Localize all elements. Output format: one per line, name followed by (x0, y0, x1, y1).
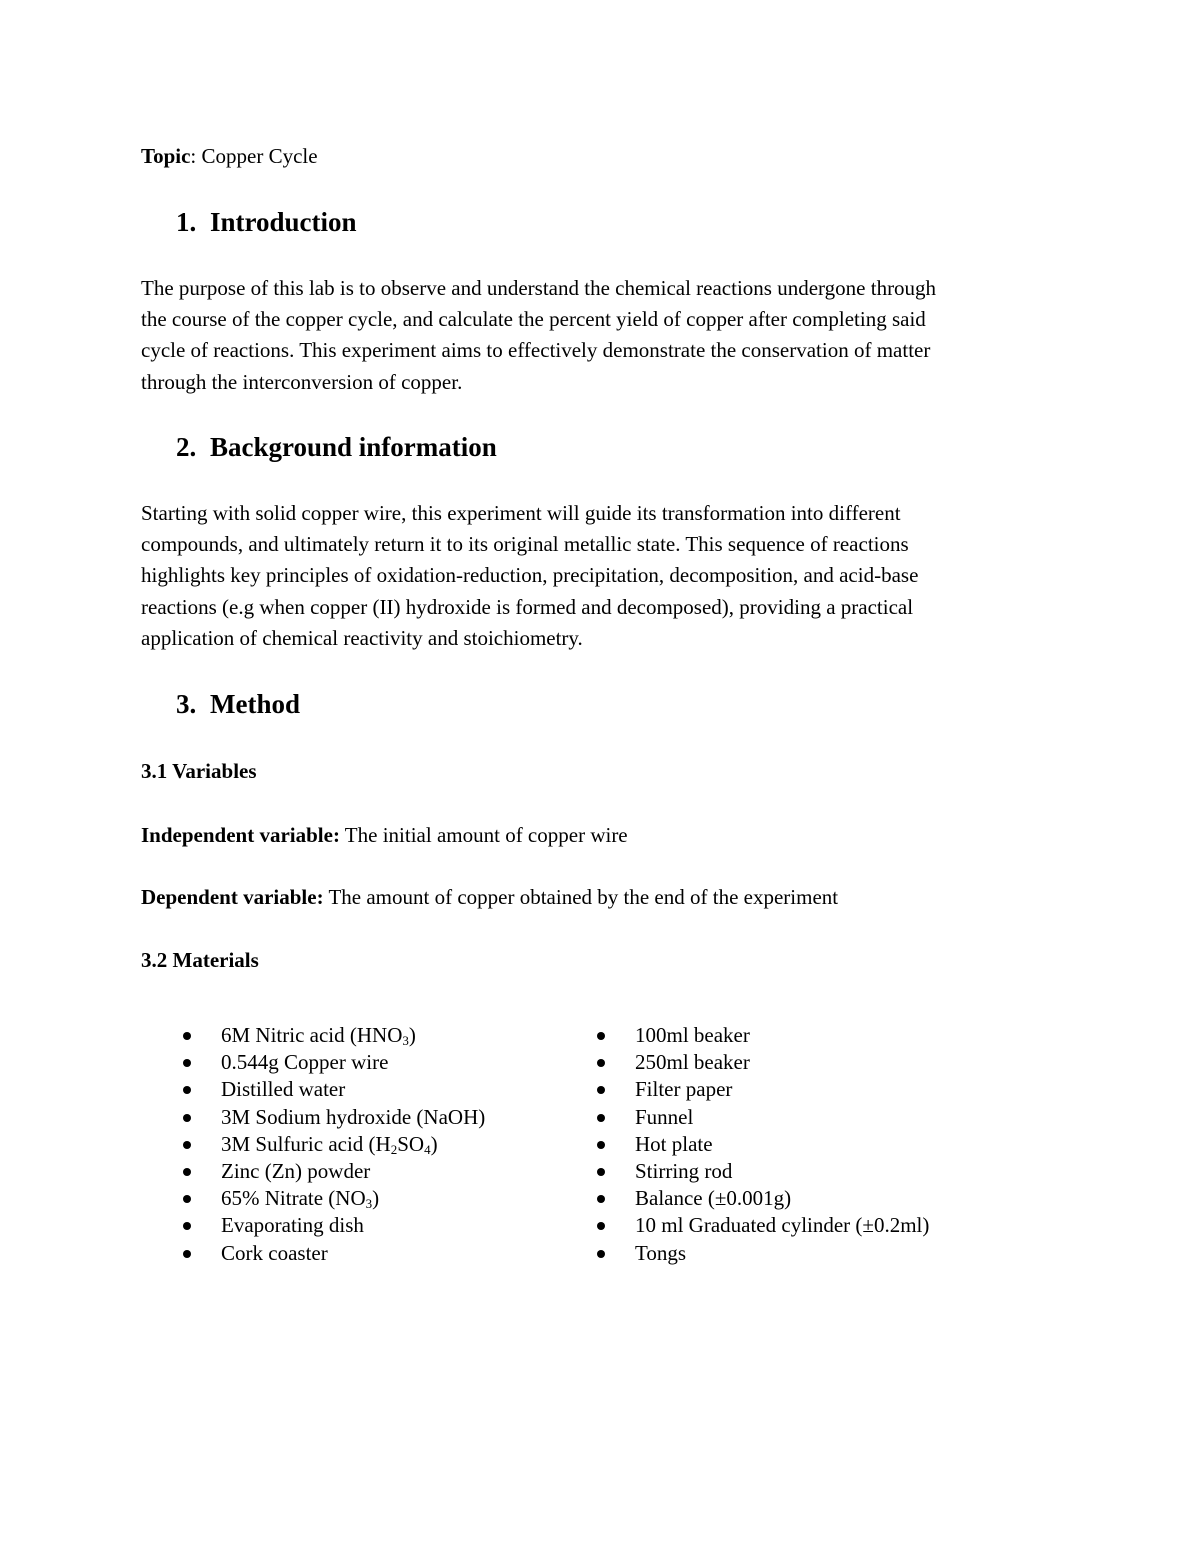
paragraph-line: reactions (e.g when copper (II) hydroxide is formed and decomposed), providing a practical (141, 594, 914, 619)
bullet-icon (597, 1168, 605, 1176)
bullet-icon (183, 1222, 191, 1230)
subheading-materials: 3.2 Materials (141, 948, 259, 972)
paragraph-line: compounds, and ultimately return it to its original metallic state. This sequence of reactions (141, 532, 909, 557)
list-item: Stirring rod (597, 1158, 929, 1185)
list-item: 250ml beaker (597, 1049, 929, 1076)
bullet-icon (183, 1059, 191, 1067)
bullet-icon (183, 1250, 191, 1258)
list-item: 10 ml Graduated cylinder (±0.2ml) (597, 1212, 929, 1239)
subheading-variables: 3.1 Variables (141, 759, 257, 783)
paragraph-line: highlights key principles of oxidation-reduction, precipitation, decomposition, and acid-base (141, 563, 919, 588)
bullet-icon (597, 1086, 605, 1094)
list-item: Balance (±0.001g) (597, 1185, 929, 1212)
list-item: Filter paper (597, 1076, 929, 1103)
section-number: 3. (176, 689, 197, 719)
dependent-variable-label: Dependent variable: (141, 885, 324, 909)
list-item: 6M Nitric acid $(HNO_3)$ (183, 1022, 485, 1049)
bullet-icon (597, 1195, 605, 1203)
list-item: Cork coaster (183, 1240, 485, 1267)
paragraph-line: through the interconversion of copper. (141, 369, 463, 394)
section-heading-background (176, 431, 497, 463)
list-item: 100ml beaker (597, 1022, 929, 1049)
section-title: Method (210, 689, 300, 719)
paragraph-line: Starting with solid copper wire, this experiment will guide its transformation into different (141, 501, 901, 525)
bullet-icon (597, 1250, 605, 1258)
paragraph-line: cycle of reactions. This experiment aims to effectively demonstrate the conservation of matter (141, 338, 931, 363)
bullet-icon (597, 1059, 605, 1067)
section-heading-introduction (176, 206, 357, 238)
bullet-icon (597, 1114, 605, 1122)
bullet-icon (183, 1168, 191, 1176)
dependent-variable-value: The amount of copper obtained by the end of the experiment (323, 885, 839, 909)
independent-variable-line (141, 822, 628, 848)
bullet-icon (597, 1032, 605, 1040)
bullet-icon (183, 1141, 191, 1149)
list-item: Zinc (Zn) powder (183, 1158, 485, 1185)
independent-variable-value: The initial amount of copper wire (339, 823, 628, 847)
bullet-icon (183, 1114, 191, 1122)
materials-list-right (597, 1022, 929, 1267)
paragraph-line: application of chemical reactivity and stoichiometry. (141, 625, 583, 650)
list-item: 3M Sodium hydroxide (NaOH) (183, 1104, 485, 1131)
dependent-variable-line (141, 884, 838, 910)
list-item: Tongs (597, 1240, 929, 1267)
bullet-icon (597, 1141, 605, 1149)
section-number: 2. (176, 432, 197, 462)
topic-label: Topic (141, 144, 191, 168)
bullet-icon (183, 1086, 191, 1094)
background-paragraph (141, 498, 1061, 654)
list-item: Distilled water (183, 1076, 485, 1103)
paragraph-line: the course of the copper cycle, and calculate the percent yield of copper after completing said (141, 307, 926, 332)
list-item: 65% Nitrate $(NO_3)$ (183, 1185, 485, 1212)
bullet-icon (183, 1195, 191, 1203)
section-title: Introduction (210, 207, 357, 237)
materials-list-left (183, 1022, 485, 1267)
paragraph-line: The purpose of this lab is to observe and understand the chemical reactions undergone through (141, 276, 937, 300)
section-heading-method (176, 688, 300, 720)
list-item: Funnel (597, 1104, 929, 1131)
topic-value: : Copper Cycle (190, 144, 318, 168)
topic-line (141, 143, 318, 169)
section-number: 1. (176, 207, 197, 237)
list-item: Hot plate (597, 1131, 929, 1158)
list-item: Evaporating dish (183, 1212, 485, 1239)
list-item: 3M Sulfuric acid $(H_2SO_4)$ (183, 1131, 485, 1158)
section-title: Background information (210, 432, 497, 462)
bullet-icon (183, 1032, 191, 1040)
introduction-paragraph (141, 273, 1061, 398)
independent-variable-label: Independent variable: (141, 823, 340, 847)
list-item: 0.544g Copper wire (183, 1049, 485, 1076)
bullet-icon (597, 1222, 605, 1230)
